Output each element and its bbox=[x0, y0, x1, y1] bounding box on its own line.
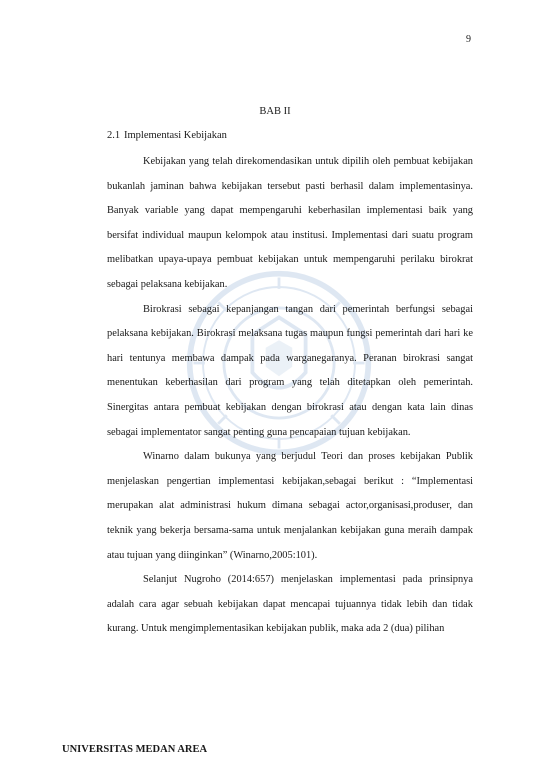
section-number: 2.1 bbox=[107, 130, 121, 141]
paragraph: Selanjut Nugroho (2014:657) menjelaskan implementasi pada prinsipnya adalah cara agar sebuah kebijakan dapat mencapai tujuannya tidak lebih dan tidak kurang. Untuk mengimplementasikan kebijakan publik, maka ada 2 (dua) pilihan bbox=[107, 574, 473, 635]
paragraph: Birokrasi sebagai kepanjangan tangan dari pemerintah berfungsi sebagai pelaksana kebijakan. Birokrasi melaksana tugas maupun fungsi pemerintah dari hari ke hari tentunya membawa dampak pada warganegaranya. Peranan birokrasi sangat menentukan keberhasilan dari program yang telah ditetapkan oleh pemerintah. Sinergitas antara pembuat kebijakan dengan birokrasi atau dengan kata lain dinas sebagai implementator sangat penting guna pencapaian tujuan kebijakan. bbox=[107, 303, 473, 438]
page-number: 9 bbox=[466, 34, 471, 45]
paragraph: Winarno dalam bukunya yang berjudul Teori dan proses kebijakan Publik menjelaskan pengertian implementasi kebijakan,sebagai berikut : “Implementasi merupakan alat administrasi hukum dimana sebagai actor,organisasi,produser, dan teknik yang bekerja bersama-sama untuk menjalankan kebijakan guna meraih dampak atau tujuan yang diinginkan” (Winarno,2005:101). bbox=[107, 451, 473, 561]
body-text bbox=[107, 150, 473, 642]
section-title: Implementasi Kebijakan bbox=[124, 130, 227, 141]
section-heading bbox=[107, 130, 227, 141]
footer-institution: UNIVERSITAS MEDAN AREA bbox=[62, 744, 208, 755]
paragraph: Kebijakan yang telah direkomendasikan untuk dipilih oleh pembuat kebijakan bukanlah jaminan bahwa kebijakan tersebut pasti berhasil dalam implementasinya. Banyak variable yang dapat mempengaruhi keberhasilan implementasi baik yang bersifat individual maupun kelompok atau institusi. Implementasi dari suatu program melibatkan upaya-upaya pembuat kebijakan untuk mempengaruhi perilaku birokrat sebagai pelaksana kebijakan. bbox=[107, 156, 473, 290]
chapter-title: BAB II bbox=[259, 106, 291, 117]
